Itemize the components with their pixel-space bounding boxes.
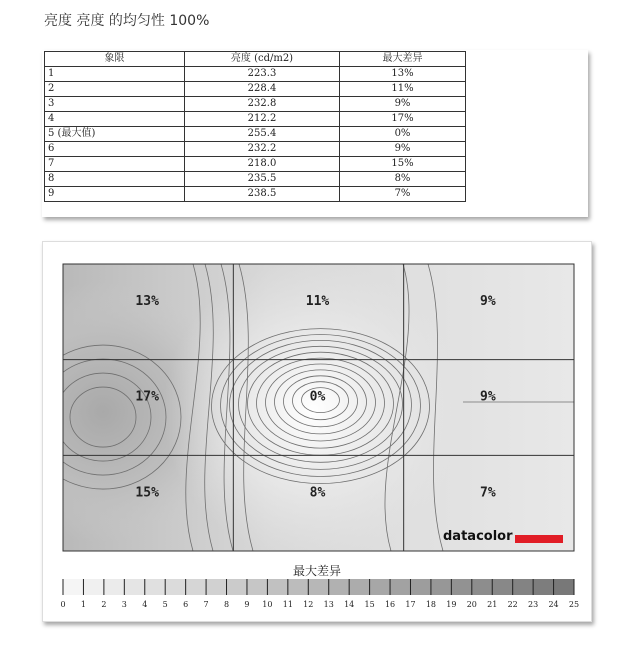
legend-tick-label: 17 xyxy=(405,600,416,609)
legend-tick-label: 7 xyxy=(203,600,209,609)
cell-luminance: 255.4 xyxy=(185,127,340,142)
cell-luminance: 212.2 xyxy=(185,112,340,127)
table-row xyxy=(45,157,466,172)
header-max-diff: 最大差异 xyxy=(340,52,466,67)
legend-tick-label: 20 xyxy=(466,600,477,609)
table-row xyxy=(45,112,466,127)
table-row xyxy=(45,82,466,97)
cell-max-diff: 9% xyxy=(340,142,466,157)
legend-swatch xyxy=(410,579,431,595)
legend-swatch xyxy=(451,579,472,595)
cell-quadrant: 3 xyxy=(45,97,185,112)
legend-swatch xyxy=(63,579,84,595)
legend-swatch xyxy=(227,579,248,595)
table-header-row xyxy=(45,52,466,67)
legend-swatch xyxy=(370,579,391,595)
quadrant-label: 11% xyxy=(305,294,330,309)
cell-quadrant: 8 xyxy=(45,172,185,187)
legend-tick-label: 11 xyxy=(282,600,293,609)
cell-quadrant: 2 xyxy=(45,82,185,97)
cell-quadrant: 5 (最大值) xyxy=(45,127,185,142)
cell-luminance: 223.3 xyxy=(185,67,340,82)
legend-swatch xyxy=(533,579,554,595)
legend-swatch xyxy=(431,579,452,595)
legend-swatch xyxy=(390,579,411,595)
cell-quadrant: 4 xyxy=(45,112,185,127)
legend-swatch xyxy=(145,579,166,595)
legend-tick-label: 19 xyxy=(446,600,457,609)
legend-swatch xyxy=(124,579,145,595)
legend-swatch xyxy=(83,579,104,595)
legend-swatch xyxy=(165,579,186,595)
cell-max-diff: 0% xyxy=(340,127,466,142)
legend-swatch xyxy=(554,579,575,595)
cell-quadrant: 9 xyxy=(45,187,185,202)
cell-max-diff: 13% xyxy=(340,67,466,82)
cell-luminance: 228.4 xyxy=(185,82,340,97)
header-luminance: 亮度 (cd/m2) xyxy=(185,52,340,67)
cell-quadrant: 7 xyxy=(45,157,185,172)
legend-tick-label: 18 xyxy=(425,600,437,609)
cell-luminance: 218.0 xyxy=(185,157,340,172)
legend-swatch xyxy=(288,579,309,595)
legend-tick-label: 9 xyxy=(244,600,250,609)
quadrant-label: 9% xyxy=(480,294,496,309)
cell-max-diff: 8% xyxy=(340,172,466,187)
cell-luminance: 232.8 xyxy=(185,97,340,112)
legend-swatch xyxy=(349,579,370,595)
datacolor-logo: datacolor xyxy=(443,529,513,544)
legend-swatch xyxy=(104,579,125,595)
legend-tick-label: 24 xyxy=(548,600,559,609)
legend-tick-label: 14 xyxy=(344,600,355,609)
table-row xyxy=(45,127,466,142)
cell-luminance: 232.2 xyxy=(185,142,340,157)
datacolor-logo-bar xyxy=(515,535,563,543)
legend-tick-label: 13 xyxy=(323,600,334,609)
legend-swatch xyxy=(267,579,288,595)
cell-max-diff: 17% xyxy=(340,112,466,127)
legend-tick-label: 5 xyxy=(162,600,168,609)
legend-tick-label: 21 xyxy=(487,600,498,609)
legend-tick-label: 3 xyxy=(121,600,127,609)
legend-tick-label: 12 xyxy=(303,600,314,609)
legend-tick-label: 15 xyxy=(364,600,375,609)
table-row xyxy=(45,187,466,202)
legend-tick-label: 8 xyxy=(223,600,230,609)
legend-swatch xyxy=(247,579,268,595)
cell-max-diff: 7% xyxy=(340,187,466,202)
cell-max-diff: 11% xyxy=(340,82,466,97)
legend-tick-label: 25 xyxy=(568,600,580,609)
page-title: 亮度 亮度 的均匀性 100% xyxy=(44,13,210,29)
legend-swatch xyxy=(308,579,329,595)
legend-swatch xyxy=(472,579,493,595)
uniformity-table xyxy=(44,51,466,202)
legend-scale xyxy=(60,579,579,609)
cell-quadrant: 1 xyxy=(45,67,185,82)
cell-max-diff: 9% xyxy=(340,97,466,112)
legend-tick-label: 16 xyxy=(384,600,396,609)
quadrant-label: 13% xyxy=(135,294,159,309)
quadrant-label: 7% xyxy=(480,485,496,501)
cell-max-diff: 15% xyxy=(340,157,466,172)
legend-tick-label: 10 xyxy=(262,600,273,609)
legend-swatch xyxy=(329,579,350,595)
legend-swatch xyxy=(186,579,207,595)
legend-title: 最大差异 xyxy=(292,564,341,578)
legend-tick-label: 4 xyxy=(142,600,148,609)
legend-swatch xyxy=(206,579,227,595)
uniformity-table-card xyxy=(42,50,588,217)
legend-swatch xyxy=(492,579,513,595)
legend-tick-label: 0 xyxy=(60,600,66,609)
table-row xyxy=(45,97,466,112)
quadrant-label: 0% xyxy=(309,389,326,405)
legend-tick-label: 1 xyxy=(80,600,86,609)
uniformity-chart-card xyxy=(42,241,592,622)
cell-quadrant: 6 xyxy=(45,142,185,157)
quadrant-label: 15% xyxy=(135,485,159,501)
quadrant-label: 9% xyxy=(480,389,496,405)
legend-tick-label: 2 xyxy=(101,600,107,609)
table-row xyxy=(45,142,466,157)
quadrant-label: 8% xyxy=(309,485,326,501)
quadrant-label: 17% xyxy=(135,389,159,405)
legend-tick-label: 22 xyxy=(507,600,518,609)
legend-tick-label: 23 xyxy=(528,600,539,609)
cell-luminance: 238.5 xyxy=(185,187,340,202)
header-quadrant: 象限 xyxy=(45,52,185,67)
table-row xyxy=(45,67,466,82)
table-row xyxy=(45,172,466,187)
legend-swatch xyxy=(513,579,534,595)
legend-tick-label: 6 xyxy=(183,600,189,609)
cell-luminance: 235.5 xyxy=(185,172,340,187)
